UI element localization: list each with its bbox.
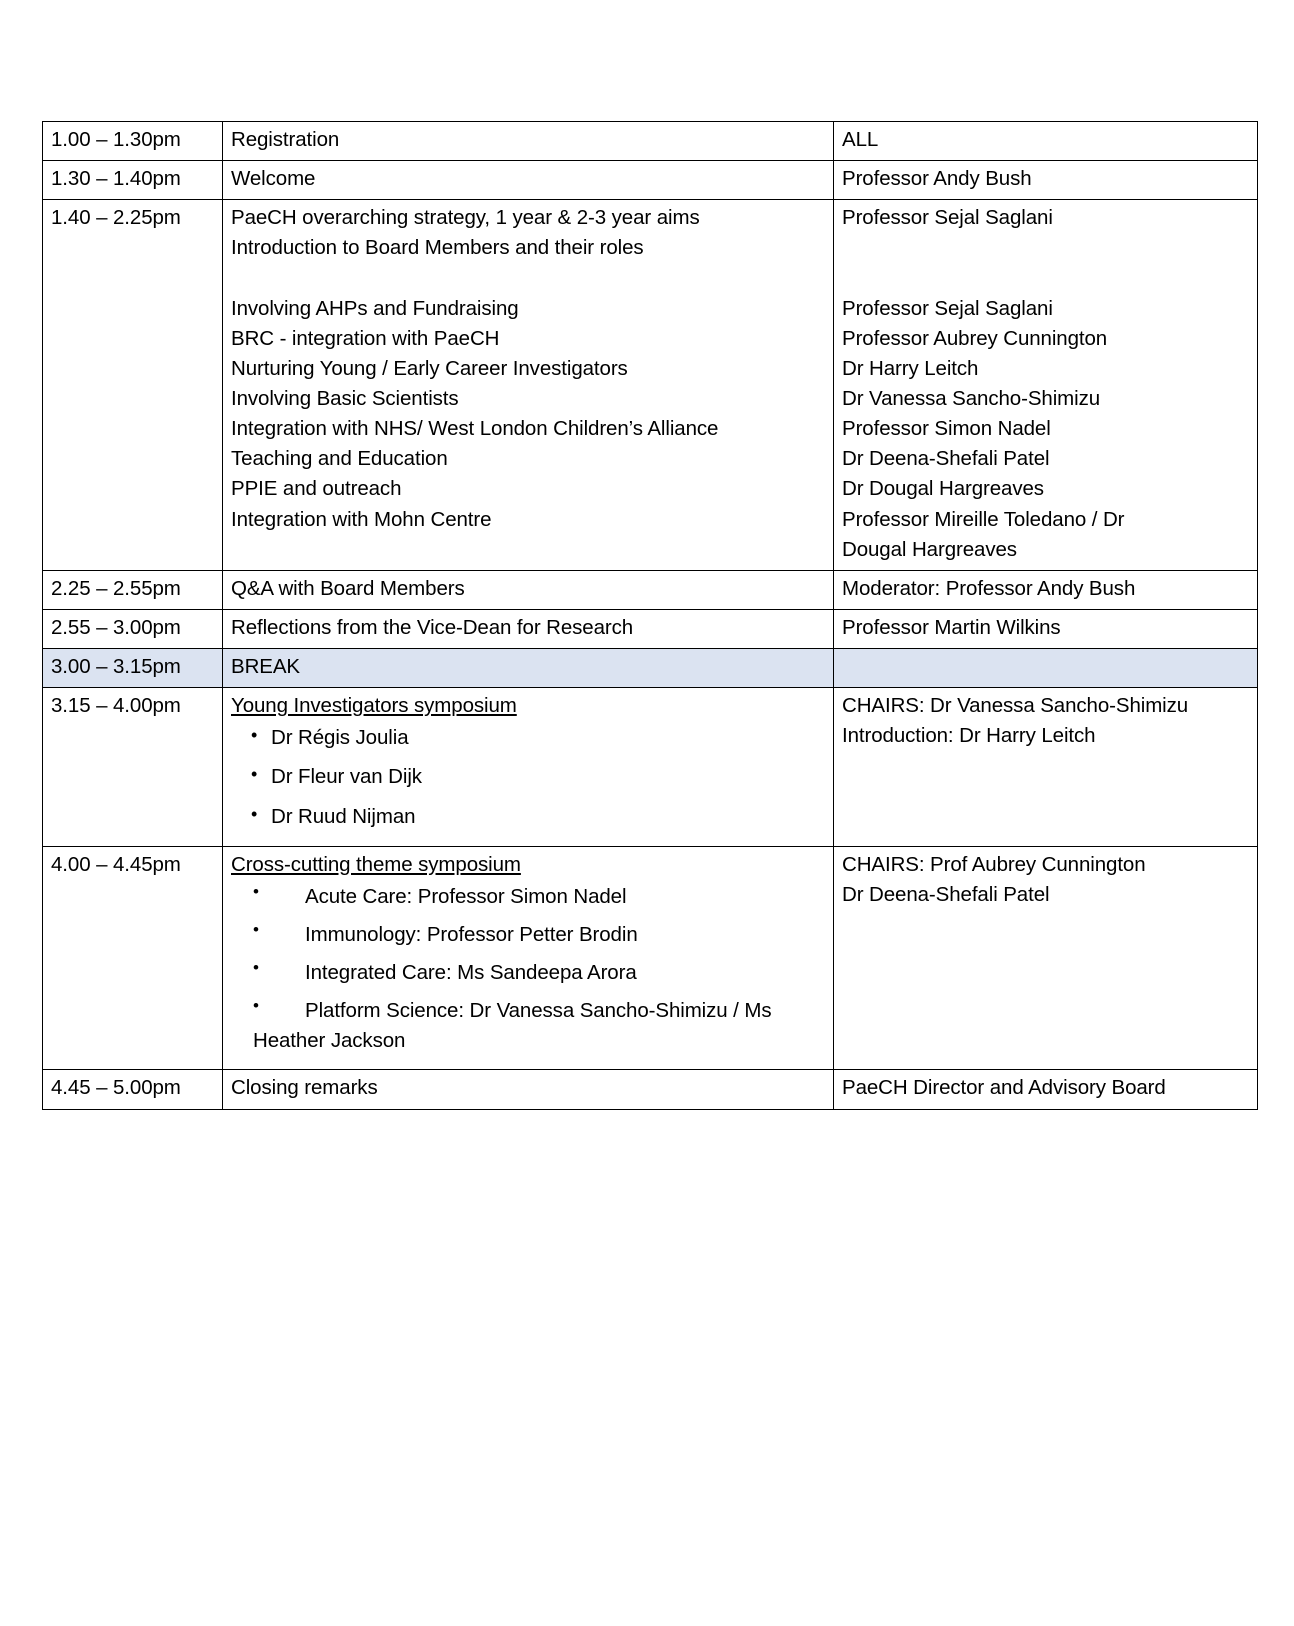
agenda-item-line: Integration with Mohn Centre — [231, 507, 492, 531]
agenda-presenter-spacer — [842, 233, 1250, 263]
agenda-presenter-cell — [834, 609, 1258, 648]
agenda-item-line: Involving AHPs and Fundraising — [231, 296, 519, 320]
agenda-presenter-line: Professor Aubrey Cunnington — [842, 326, 1108, 350]
agenda-section-heading-text: Young Investigators symposium — [231, 694, 517, 718]
agenda-presenter-line: CHAIRS: Prof Aubrey Cunnington — [842, 852, 1146, 876]
agenda-presenter-line: Dr Deena-Shefali Patel — [842, 882, 1050, 906]
agenda-row — [43, 609, 1258, 648]
agenda-presenter-cell — [834, 1070, 1258, 1109]
agenda-item-cell — [223, 570, 834, 609]
agenda-item-line: Introduction to Board Members and their roles — [231, 236, 644, 260]
agenda-presenter-line: Professor Martin Wilkins — [842, 615, 1061, 639]
agenda-presenter-line: Professor Mireille Toledano / Dr — [842, 507, 1125, 531]
agenda-item-spacer — [231, 264, 826, 294]
agenda-item-line: Welcome — [231, 167, 316, 191]
agenda-item-line: BRC - integration with PaeCH — [231, 326, 500, 350]
agenda-bullet-list — [231, 882, 826, 1057]
agenda-row — [43, 846, 1258, 1070]
agenda-item-line: Involving Basic Scientists — [231, 387, 459, 410]
agenda-presenter-line: Dr Deena-Shefali Patel — [842, 447, 1050, 471]
agenda-item-line: Registration — [231, 128, 340, 151]
agenda-table-container — [42, 121, 1257, 1110]
agenda-item-line: Closing remarks — [231, 1076, 378, 1100]
agenda-presenter-cell — [834, 122, 1258, 161]
agenda-time-label: 1.30 – 1.40pm — [51, 167, 181, 191]
agenda-time-cell — [43, 688, 223, 847]
agenda-row — [43, 1070, 1258, 1109]
agenda-bullet-item — [253, 882, 826, 912]
agenda-row — [43, 649, 1258, 688]
agenda-item-line: PPIE and outreach — [231, 477, 402, 501]
agenda-time-label: 1.00 – 1.30pm — [51, 128, 181, 151]
agenda-item-line: Teaching and Education — [231, 447, 448, 471]
agenda-bullet-item — [253, 996, 826, 1056]
agenda-row — [43, 688, 1258, 847]
agenda-presenter-line: ALL — [842, 128, 879, 151]
agenda-item-cell — [223, 1070, 834, 1109]
agenda-row — [43, 570, 1258, 609]
agenda-item-line: PaeCH overarching strategy, 1 year & 2-3 year aims — [231, 206, 700, 230]
agenda-item-cell — [223, 649, 834, 688]
agenda-bullet-item: • Dr Ruud Nijman — [249, 802, 826, 832]
agenda-time-cell — [43, 609, 223, 648]
agenda-time-cell — [43, 122, 223, 161]
agenda-time-label: 3.00 – 3.15pm — [51, 655, 181, 678]
agenda-presenter-spacer — [842, 264, 1250, 294]
agenda-row — [43, 122, 1258, 161]
agenda-bullet-item: • Dr Fleur van Dijk — [249, 762, 826, 792]
agenda-bullet-continuation: Heather Jackson — [253, 1029, 406, 1053]
agenda-item-cell — [223, 846, 834, 1070]
agenda-item-cell — [223, 122, 834, 161]
agenda-item-line: Integration with NHS/ West London Children’s Alliance — [231, 417, 719, 441]
agenda-time-cell — [43, 200, 223, 571]
agenda-presenter-cell — [834, 688, 1258, 847]
agenda-section-heading-text: Cross-cutting theme symposium — [231, 852, 521, 876]
agenda-item-cell — [223, 688, 834, 847]
agenda-time-cell — [43, 570, 223, 609]
agenda-bullet-text: Immunology: Professor Petter Brodin — [305, 922, 638, 946]
agenda-bullet-item: • Dr Régis Joulia — [249, 723, 826, 753]
agenda-item-line: Nurturing Young / Early Career Investigators — [231, 356, 628, 380]
agenda-presenter-line: Dr Harry Leitch — [842, 356, 979, 380]
agenda-time-label: 2.25 – 2.55pm — [51, 576, 181, 600]
agenda-presenter-cell — [834, 161, 1258, 200]
agenda-bullet-item — [253, 958, 826, 988]
agenda-presenter-line: Dr Dougal Hargreaves — [842, 477, 1044, 501]
agenda-item-line: Reflections from the Vice-Dean for Research — [231, 615, 634, 639]
agenda-table-body — [43, 122, 1258, 1110]
agenda-presenter-cell — [834, 200, 1258, 571]
agenda-presenter-cell — [834, 649, 1258, 688]
agenda-presenter-line: CHAIRS: Dr Vanessa Sancho-Shimizu — [842, 694, 1189, 718]
agenda-item-line: BREAK — [231, 655, 300, 678]
agenda-presenter-line: PaeCH Director and Advisory Board — [842, 1076, 1166, 1100]
agenda-time-cell — [43, 161, 223, 200]
agenda-time-label: 4.00 – 4.45pm — [51, 852, 181, 876]
agenda-presenter-line: Moderator: Professor Andy Bush — [842, 576, 1136, 600]
agenda-section-heading — [231, 691, 826, 721]
agenda-row — [43, 200, 1258, 571]
agenda-item-cell — [223, 609, 834, 648]
agenda-row — [43, 161, 1258, 200]
agenda-bullet-text: Platform Science: Dr Vanessa Sancho-Shimizu / Ms — [305, 999, 772, 1023]
agenda-section-heading — [231, 850, 826, 880]
agenda-presenter-line: Professor Andy Bush — [842, 167, 1032, 191]
agenda-time-cell — [43, 846, 223, 1070]
agenda-time-cell — [43, 1070, 223, 1109]
agenda-time-label: 1.40 – 2.25pm — [51, 206, 181, 230]
agenda-bullet-text: Acute Care: Professor Simon Nadel — [305, 884, 627, 908]
agenda-bullet-list — [231, 723, 826, 831]
agenda-presenter-line: Dougal Hargreaves — [842, 537, 1017, 561]
agenda-table — [42, 121, 1258, 1110]
agenda-presenter-line: Dr Vanessa Sancho-Shimizu — [842, 387, 1101, 410]
agenda-time-label: 2.55 – 3.00pm — [51, 615, 181, 639]
agenda-presenter-line: Professor Sejal Saglani — [842, 206, 1053, 230]
agenda-presenter-cell — [834, 570, 1258, 609]
agenda-time-label: 4.45 – 5.00pm — [51, 1076, 181, 1100]
agenda-time-label: 3.15 – 4.00pm — [51, 694, 181, 718]
agenda-presenter-line: Introduction: Dr Harry Leitch — [842, 724, 1096, 748]
agenda-item-line: Q&A with Board Members — [231, 576, 465, 600]
agenda-time-cell — [43, 649, 223, 688]
agenda-bullet-text: Integrated Care: Ms Sandeepa Arora — [305, 961, 637, 984]
agenda-item-cell — [223, 200, 834, 571]
agenda-presenter-cell — [834, 846, 1258, 1070]
agenda-bullet-item — [253, 920, 826, 950]
agenda-item-cell — [223, 161, 834, 200]
agenda-presenter-line: Professor Sejal Saglani — [842, 296, 1053, 320]
agenda-presenter-line: Professor Simon Nadel — [842, 417, 1051, 441]
